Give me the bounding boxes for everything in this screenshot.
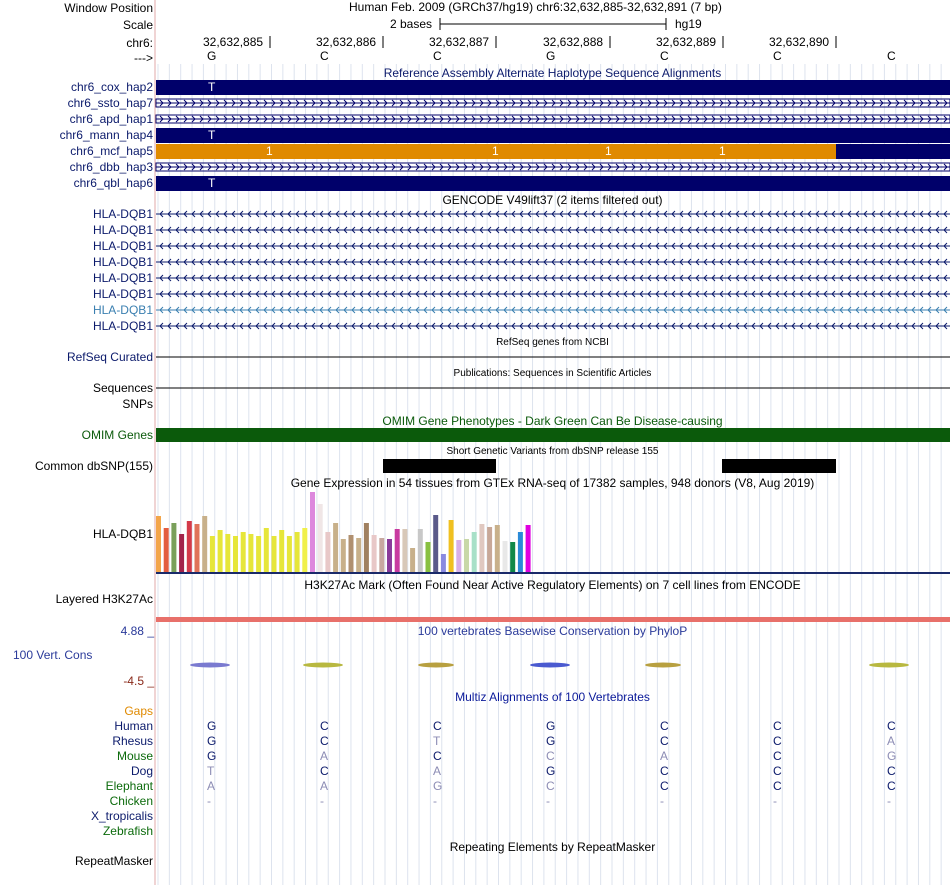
gtex-tissue-bar: [349, 535, 354, 572]
multiz-base: -: [320, 794, 324, 808]
multiz-base: A: [887, 734, 896, 748]
gene-label-hla-dqb1[interactable]: HLA-DQB1: [92, 319, 153, 333]
phylop-conservation-mark: [869, 663, 909, 668]
haplotype-chevron-frame: [156, 99, 950, 107]
gencode-transcript-line: [156, 307, 950, 313]
multiz-base: C: [433, 719, 442, 733]
chrom-label: chr6:: [126, 36, 153, 50]
gtex-tissue-bar: [171, 523, 176, 572]
multiz-base: T: [207, 764, 215, 778]
haplotype-insertion-count: 1: [605, 144, 612, 158]
multiz-base: -: [433, 794, 437, 808]
gtex-tissue-bar: [418, 529, 423, 572]
refseq-curated-label[interactable]: RefSeq Curated: [66, 350, 153, 364]
reference-base: C: [887, 49, 896, 63]
multiz-base: G: [207, 749, 217, 763]
gtex-tissue-bar: [402, 529, 407, 572]
gene-label-hla-dqb1[interactable]: HLA-DQB1: [92, 223, 153, 237]
multiz-base: -: [660, 794, 664, 808]
multiz-base: G: [887, 749, 897, 763]
haplotype-mismatch-base: T: [208, 176, 216, 190]
gtex-tissue-bar: [495, 525, 500, 572]
h3k27ac-signal-bar: [156, 617, 950, 622]
phylop-conservation-mark: [303, 663, 343, 668]
gtex-tissue-bar: [479, 524, 484, 572]
gtex-tissue-bar: [441, 554, 446, 572]
phylop-conservation-mark: [418, 663, 454, 668]
multiz-base: -: [773, 794, 777, 808]
reference-base: G: [207, 49, 217, 63]
haplotype-alignment-bar[interactable]: [156, 128, 950, 143]
multiz-base: C: [546, 779, 555, 793]
refseq-track-title[interactable]: RefSeq genes from NCBI: [496, 337, 609, 348]
gene-label-hla-dqb1[interactable]: HLA-DQB1: [92, 303, 153, 317]
gtex-tissue-bar: [272, 536, 277, 572]
snps-label[interactable]: SNPs: [122, 397, 153, 411]
reference-base: C: [320, 49, 329, 63]
gtex-tissue-bar: [472, 532, 477, 572]
repeatmasker-track-title[interactable]: Repeating Elements by RepeatMasker: [449, 840, 656, 854]
gtex-tissue-bar: [218, 530, 223, 572]
gaps-label[interactable]: Gaps: [124, 704, 153, 718]
gtex-tissue-bar: [387, 539, 392, 572]
h3k27ac-label[interactable]: Layered H3K27Ac: [55, 592, 153, 606]
gtex-tissue-bar: [325, 532, 330, 572]
gtex-tissue-bar: [210, 536, 215, 572]
gencode-transcript-line: [156, 275, 950, 281]
gene-label-hla-dqb1[interactable]: HLA-DQB1: [92, 239, 153, 253]
position-tick-label: 32,632,887: [429, 35, 490, 49]
phylop-conservation-mark: [530, 663, 570, 668]
multiz-base: G: [207, 734, 217, 748]
snp-variant-bar[interactable]: [383, 459, 496, 473]
multiz-base: C: [660, 779, 669, 793]
multiz-base: C: [660, 734, 669, 748]
multiz-base: G: [207, 719, 217, 733]
multiz-base: C: [773, 779, 782, 793]
track-label-chr6-mcf-hap5[interactable]: chr6_mcf_hap5: [70, 144, 153, 158]
gtex-gene-label[interactable]: HLA-DQB1: [92, 527, 153, 541]
window-position-label: Window Position: [64, 1, 153, 15]
gencode-track-title[interactable]: GENCODE V49lift37 (2 items filtered out): [442, 193, 663, 207]
position-tick-label: 32,632,890: [769, 35, 830, 49]
gtex-tissue-bar: [433, 515, 438, 572]
gtex-tissue-bar: [364, 523, 369, 572]
species-label-human[interactable]: Human: [114, 719, 153, 733]
haplotype-chevron-frame: [156, 115, 950, 123]
multiz-base: G: [433, 779, 443, 793]
omim-track-title[interactable]: OMIM Gene Phenotypes - Dark Green Can Be Disease-causing: [382, 414, 723, 428]
multiz-base: C: [773, 734, 782, 748]
multiz-base: A: [433, 764, 442, 778]
gtex-tissue-bar: [179, 534, 184, 572]
snp-variant-bar[interactable]: [722, 459, 836, 473]
gtex-tissue-bar: [372, 535, 377, 572]
haplotype-insertion-count: 1: [719, 144, 726, 158]
dbsnp-track-title[interactable]: Short Genetic Variants from dbSNP release 155: [446, 446, 659, 457]
position-tick-label: 32,632,888: [543, 35, 604, 49]
gtex-track-title[interactable]: Gene Expression in 54 tissues from GTEx RNA-seq of 17382 samples, 948 donors (V8, Aug 2019): [290, 476, 815, 490]
phylop-conservation-mark: [190, 663, 230, 668]
multiz-base: A: [320, 779, 329, 793]
gene-label-hla-dqb1[interactable]: HLA-DQB1: [92, 271, 153, 285]
track-label-chr6-ssto-hap7[interactable]: chr6_ssto_hap7: [67, 96, 153, 110]
haplotype-mismatch-base: T: [208, 80, 216, 94]
gtex-tissue-bar: [487, 527, 492, 572]
gtex-tissue-bar: [202, 516, 207, 572]
gtex-tissue-bar: [302, 528, 307, 572]
track-label-chr6-dbb-hap3[interactable]: chr6_dbb_hap3: [69, 160, 153, 174]
multiz-base: C: [887, 764, 896, 778]
multiz-base: C: [773, 719, 782, 733]
multiz-base: A: [320, 749, 329, 763]
gtex-tissue-bar: [410, 548, 415, 572]
position-tick-label: 32,632,886: [316, 35, 377, 49]
scale-bases-text: 2 bases: [390, 17, 433, 31]
gtex-tissue-bar: [295, 532, 300, 572]
gtex-tissue-bar: [356, 538, 361, 572]
publications-track-title[interactable]: Publications: Sequences in Scientific Articles: [453, 368, 652, 379]
gtex-tissue-bar: [164, 528, 169, 572]
omim-phenotype-bar[interactable]: [156, 428, 950, 442]
gtex-tissue-bar: [318, 504, 323, 572]
gtex-tissue-bar: [426, 542, 431, 572]
omim-genes-label[interactable]: OMIM Genes: [81, 428, 153, 442]
position-tick-label: 32,632,885: [203, 35, 264, 49]
gtex-tissue-bar: [310, 492, 315, 572]
gtex-tissue-bar: [456, 540, 461, 572]
species-label-zebrafish[interactable]: Zebrafish: [102, 824, 153, 838]
multiz-track-title[interactable]: Multiz Alignments of 100 Vertebrates: [455, 690, 650, 704]
scale-label: Scale: [122, 18, 153, 32]
phylop-label[interactable]: 100 Vert. Cons: [13, 648, 93, 662]
gtex-tissue-bar: [510, 542, 515, 572]
multiz-base: -: [546, 794, 550, 808]
haplotype-mismatch-base: T: [208, 128, 216, 142]
track-label-chr6-cox-hap2[interactable]: chr6_cox_hap2: [70, 80, 153, 94]
multiz-base: -: [887, 794, 891, 808]
phylop-track-title[interactable]: 100 vertebrates Basewise Conservation by PhyloP: [417, 624, 688, 638]
multiz-base: C: [660, 719, 669, 733]
gene-label-hla-dqb1[interactable]: HLA-DQB1: [92, 287, 153, 301]
assembly-position-text: Human Feb. 2009 (GRCh37/hg19) chr6:32,632,885-32,632,891 (7 bp): [349, 0, 722, 14]
gtex-tissue-bar: [341, 539, 346, 572]
reference-base: C: [433, 49, 442, 63]
gencode-transcript-line: [156, 243, 950, 249]
gtex-tissue-bar: [187, 521, 192, 572]
gencode-transcript-line: [156, 211, 950, 217]
alt-haplotype-track-title[interactable]: Reference Assembly Alternate Haplotype Sequence Alignments: [383, 66, 722, 80]
phylop-max-label: 4.88 _: [120, 624, 154, 638]
gtex-tissue-bar: [449, 520, 454, 572]
multiz-base: T: [433, 734, 441, 748]
multiz-base: C: [320, 734, 329, 748]
gtex-tissue-bar: [503, 541, 508, 572]
multiz-base: -: [207, 794, 211, 808]
multiz-base: C: [320, 764, 329, 778]
multiz-base: C: [773, 764, 782, 778]
gtex-tissue-bar: [225, 534, 230, 572]
haplotype-chevron-track: [156, 116, 950, 122]
species-label-chicken[interactable]: Chicken: [109, 794, 153, 808]
gtex-tissue-bar: [526, 525, 531, 572]
multiz-base: C: [546, 749, 555, 763]
reference-base: C: [773, 49, 782, 63]
haplotype-chevron-track: [156, 164, 950, 170]
position-tick-label: 32,632,889: [656, 35, 717, 49]
multiz-base: A: [207, 779, 216, 793]
haplotype-alignment-bar[interactable]: [156, 176, 950, 191]
gencode-transcript-line: [156, 259, 950, 265]
species-label-x-tropicalis[interactable]: X_tropicalis: [90, 809, 153, 823]
haplotype-alignment-bar[interactable]: [156, 80, 950, 95]
reference-base: G: [546, 49, 556, 63]
multiz-base: C: [773, 749, 782, 763]
gencode-transcript-line: [156, 227, 950, 233]
multiz-base: G: [546, 719, 556, 733]
h3k27ac-track-title[interactable]: H3K27Ac Mark (Often Found Near Active Regulatory Elements) on 7 cell lines from ENCODE: [304, 578, 801, 592]
strand-label: --->: [134, 51, 153, 65]
gencode-transcript-line: [156, 323, 950, 329]
multiz-base: G: [546, 734, 556, 748]
phylop-min-label: -4.5 _: [123, 674, 154, 688]
multiz-base: A: [660, 749, 669, 763]
reference-base: C: [660, 49, 669, 63]
gtex-tissue-bar: [333, 523, 338, 572]
gtex-tissue-bar: [287, 536, 292, 572]
species-label-elephant[interactable]: Elephant: [105, 779, 153, 793]
sequences-label[interactable]: Sequences: [92, 381, 153, 395]
track-label-chr6-mann-hap4[interactable]: chr6_mann_hap4: [59, 128, 153, 142]
multiz-base: G: [546, 764, 556, 778]
track-label-chr6-apd-hap1[interactable]: chr6_apd_hap1: [69, 112, 153, 126]
multiz-base: C: [433, 749, 442, 763]
multiz-base: C: [887, 719, 896, 733]
haplotype-chevron-frame: [156, 163, 950, 171]
gtex-tissue-bar: [233, 536, 238, 572]
dbsnp-label[interactable]: Common dbSNP(155): [34, 459, 153, 473]
gtex-tissue-bar: [395, 529, 400, 572]
gtex-tissue-bar: [256, 536, 261, 572]
haplotype-chevron-track: [156, 100, 950, 106]
species-label-rhesus[interactable]: Rhesus: [112, 734, 153, 748]
multiz-base: C: [660, 764, 669, 778]
gtex-tissue-bar: [379, 538, 384, 572]
gtex-tissue-bar: [518, 532, 523, 572]
gtex-tissue-bar: [264, 528, 269, 572]
species-label-dog[interactable]: Dog: [130, 764, 153, 778]
gene-label-hla-dqb1[interactable]: HLA-DQB1: [92, 255, 153, 269]
haplotype-insertion-count: 1: [492, 144, 499, 158]
multiz-base: C: [320, 719, 329, 733]
gtex-tissue-bar: [195, 524, 200, 572]
gencode-transcript-line: [156, 291, 950, 297]
gtex-tissue-bar: [248, 534, 253, 572]
multiz-base: C: [887, 779, 896, 793]
gtex-tissue-bar: [464, 539, 469, 572]
phylop-conservation-mark: [645, 663, 681, 668]
repeatmasker-label[interactable]: RepeatMasker: [74, 854, 153, 868]
gtex-tissue-bar: [156, 516, 161, 572]
scale-db-text: hg19: [675, 17, 702, 31]
species-label-mouse[interactable]: Mouse: [116, 749, 153, 763]
gtex-tissue-bar: [279, 530, 284, 572]
track-label-chr6-qbl-hap6[interactable]: chr6_qbl_hap6: [73, 176, 153, 190]
gene-label-hla-dqb1[interactable]: HLA-DQB1: [92, 207, 153, 221]
gtex-tissue-bar: [241, 532, 246, 572]
haplotype-insertion-count: 1: [266, 144, 273, 158]
